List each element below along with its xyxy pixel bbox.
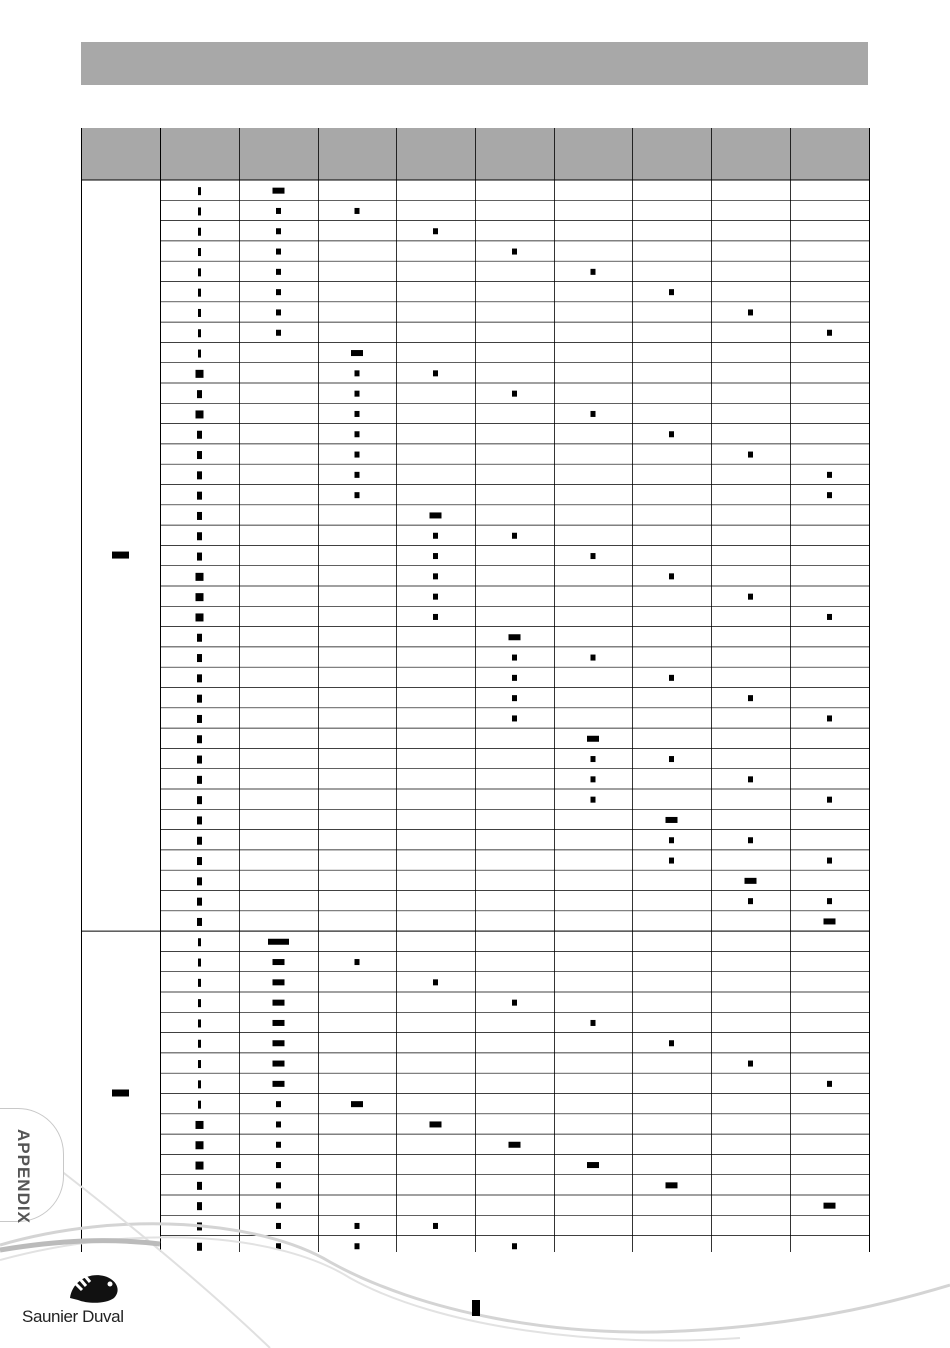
cell-mark [355,492,360,498]
cell-mark [748,898,753,904]
cell-mark [512,655,517,661]
row-index-mark [197,451,202,459]
row-index-mark [198,207,201,215]
row-index-mark [196,613,204,621]
row-index-mark [196,370,204,378]
cell-mark [827,492,832,498]
cell-mark [276,330,281,336]
cell-mark [591,269,596,275]
cell-mark [433,533,438,539]
row-index-mark [198,938,201,946]
cell-mark [512,249,517,255]
logo-text: Saunier Duval [22,1307,124,1326]
cell-mark [351,1101,363,1107]
saunier-duval-logo [22,1268,162,1330]
cell-mark [827,898,832,904]
cell-mark [591,756,596,762]
appendix-label: APPENDIX [14,1129,33,1224]
cell-mark [430,1121,442,1127]
cell-mark [748,452,753,458]
cell-mark [827,797,832,803]
row-index-mark [198,228,201,236]
cell-mark [669,858,674,864]
cell-mark [276,269,281,275]
cell-mark [355,452,360,458]
cell-mark [355,208,360,214]
cell-mark [669,573,674,579]
row-index-mark [198,959,201,967]
cell-mark [827,330,832,336]
cell-mark [273,1040,285,1046]
row-index-mark [197,715,202,723]
cell-mark [827,858,832,864]
row-index-mark [197,816,202,824]
cell-mark [355,431,360,437]
cell-mark [512,533,517,539]
cell-mark [273,959,285,965]
cell-mark [433,228,438,234]
row-index-mark [197,877,202,885]
table-header-row [81,128,869,180]
row-index-mark [197,512,202,520]
cell-mark [827,1081,832,1087]
cell-mark [748,594,753,600]
cell-mark [276,249,281,255]
cell-mark [669,837,674,843]
table-grid [81,128,870,1252]
cell-mark [276,228,281,234]
row-index-mark [198,1019,201,1027]
cell-mark [591,655,596,661]
row-index-mark [198,309,201,317]
cell-mark [587,736,599,742]
group-label-mark [112,552,129,559]
cell-mark [591,553,596,559]
row-index-mark [197,431,202,439]
cell-mark [276,289,281,295]
cell-mark [273,1020,285,1026]
cell-mark [276,1121,281,1127]
cell-mark [748,695,753,701]
cell-mark [666,817,678,823]
cell-mark [745,878,757,884]
cell-mark [748,309,753,315]
cell-mark [276,1142,281,1148]
cell-mark [512,391,517,397]
row-index-mark [197,532,202,540]
cell-mark [433,553,438,559]
row-index-mark [196,1141,204,1149]
row-index-mark [197,918,202,926]
swan-logo-icon [58,1268,128,1306]
row-index-mark [198,248,201,256]
cell-mark [351,350,363,356]
cell-mark [591,411,596,417]
page-number-mark [472,1300,480,1316]
cell-mark [273,1000,285,1006]
cell-mark [669,431,674,437]
row-index-mark [198,1101,201,1109]
row-index-mark [196,410,204,418]
row-index-mark [197,796,202,804]
cell-mark [669,675,674,681]
row-index-mark [196,1121,204,1129]
row-index-mark [198,268,201,276]
cell-mark [591,797,596,803]
cell-mark [433,979,438,985]
cell-mark [276,1101,281,1107]
row-index-mark [197,553,202,561]
page-header-bar [81,42,868,85]
cell-mark [273,1061,285,1067]
cell-mark [276,309,281,315]
row-index-mark [196,573,204,581]
cell-mark [669,756,674,762]
row-index-mark [197,634,202,642]
cell-mark [748,837,753,843]
cell-mark [355,959,360,965]
row-index-mark [197,776,202,784]
cell-mark [273,979,285,985]
row-index-mark [198,350,201,358]
cell-mark [748,776,753,782]
row-index-mark [197,695,202,703]
row-index-mark [198,979,201,987]
row-index-mark [197,471,202,479]
row-index-mark [197,674,202,682]
cell-mark [591,1020,596,1026]
cell-mark [273,188,285,194]
row-index-mark [196,593,204,601]
cell-mark [748,1061,753,1067]
row-index-mark [197,898,202,906]
cell-mark [512,715,517,721]
cell-mark [433,594,438,600]
cell-mark [827,614,832,620]
cell-mark [827,715,832,721]
cell-mark [355,472,360,478]
row-index-mark [197,857,202,865]
row-index-mark [198,1060,201,1068]
cell-mark [433,370,438,376]
cell-mark [512,1000,517,1006]
row-index-mark [197,654,202,662]
cell-mark [509,1142,521,1148]
cell-mark [512,695,517,701]
group-label-mark [112,1090,129,1097]
row-index-mark [198,289,201,297]
cell-mark [824,918,836,924]
cell-mark [509,634,521,640]
cell-mark [276,208,281,214]
cell-mark [512,675,517,681]
cell-mark [355,370,360,376]
row-index-mark [197,492,202,500]
data-table [81,128,870,1252]
row-index-mark [198,1040,201,1048]
cell-mark [827,472,832,478]
cell-mark [669,1040,674,1046]
cell-mark [355,391,360,397]
cell-mark [430,512,442,518]
row-index-mark [198,999,201,1007]
row-index-mark [197,837,202,845]
cell-mark [268,939,289,945]
row-index-mark [197,390,202,398]
cell-mark [433,614,438,620]
row-index-mark [197,735,202,743]
cell-mark [273,1081,285,1087]
row-index-mark [197,756,202,764]
cell-mark [669,289,674,295]
cell-mark [355,411,360,417]
row-index-mark [198,329,201,337]
cell-mark [591,776,596,782]
cell-mark [433,573,438,579]
row-index-mark [198,187,201,195]
row-index-mark [198,1080,201,1088]
